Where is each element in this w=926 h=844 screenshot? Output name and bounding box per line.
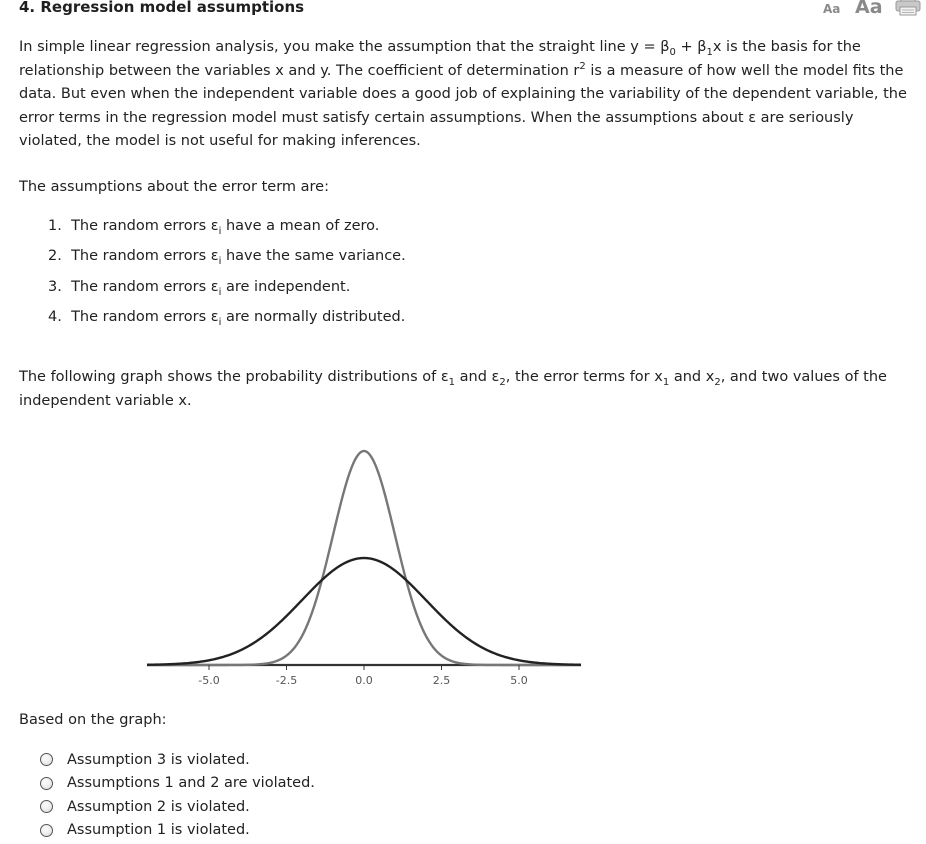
option-assumption-2[interactable]: Assumption 2 is violated. [40,795,315,819]
series-curve-2 [147,558,581,665]
radio-button[interactable] [40,753,53,766]
assumptions-list [48,214,406,335]
font-size-large-button[interactable]: Aa [855,0,883,18]
list-item: 2. The random errors $\varepsilon_i$ have the same variance. [48,248,406,268]
x-tick-label: 2.5 [432,674,451,687]
question-header [0,0,926,20]
x-tick-label: -2.5 [275,674,298,687]
radio-button[interactable] [40,800,53,813]
distribution-chart [144,436,584,696]
x-tick-label: 5.0 [510,674,528,687]
graph-intro-paragraph: The following graph shows the probability distributions of $\varepsilon_1$ and $\varepsilon_2$, the error terms for $x_1$ and $x_2$, and two values of the independent variable x. [19,369,887,409]
option-assumptions-1-2[interactable]: Assumptions 1 and 2 are violated. [40,772,315,796]
list-item: 1. The random errors $\varepsilon_i$ have a mean of zero. [48,218,380,237]
x-tick-label: 0.0 [355,674,373,687]
assumptions-lead: The assumptions about the error term are: [19,179,329,195]
question-prompt: Based on the graph: [19,712,167,728]
radio-button[interactable] [40,824,53,837]
option-assumption-1[interactable]: Assumption 1 is violated. [40,819,315,843]
list-item: 3. The random errors $\varepsilon_i$ are independent. [48,278,351,298]
radio-button[interactable] [40,777,53,790]
question-title: 4. Regression model assumptions [19,0,305,16]
list-item: 4. The random errors $\varepsilon_i$ are normally distributed. [48,308,406,328]
font-size-small-button[interactable]: Aa [823,2,841,16]
print-icon[interactable] [893,0,923,16]
answer-options [40,748,315,842]
x-tick-label: -5.0 [198,674,220,687]
option-assumption-3[interactable]: Assumption 3 is violated. [40,748,315,772]
chart-svg [144,436,584,696]
intro-paragraph: In simple linear regression analysis, you make the assumption that the straight line $y = \beta_0 + \beta_1x$ is the basis for the relationship between the variables x and y. The coefficient of determination $r^2$ is a measure of how well the model fits the data. But even when the independent variable does a good job of explaining the variability of the dependent variable, the error terms in the regression model must satisfy certain assumptions. When the assumptions about ε are seriously violated, the model is not useful for making inferences. [19,39,907,149]
